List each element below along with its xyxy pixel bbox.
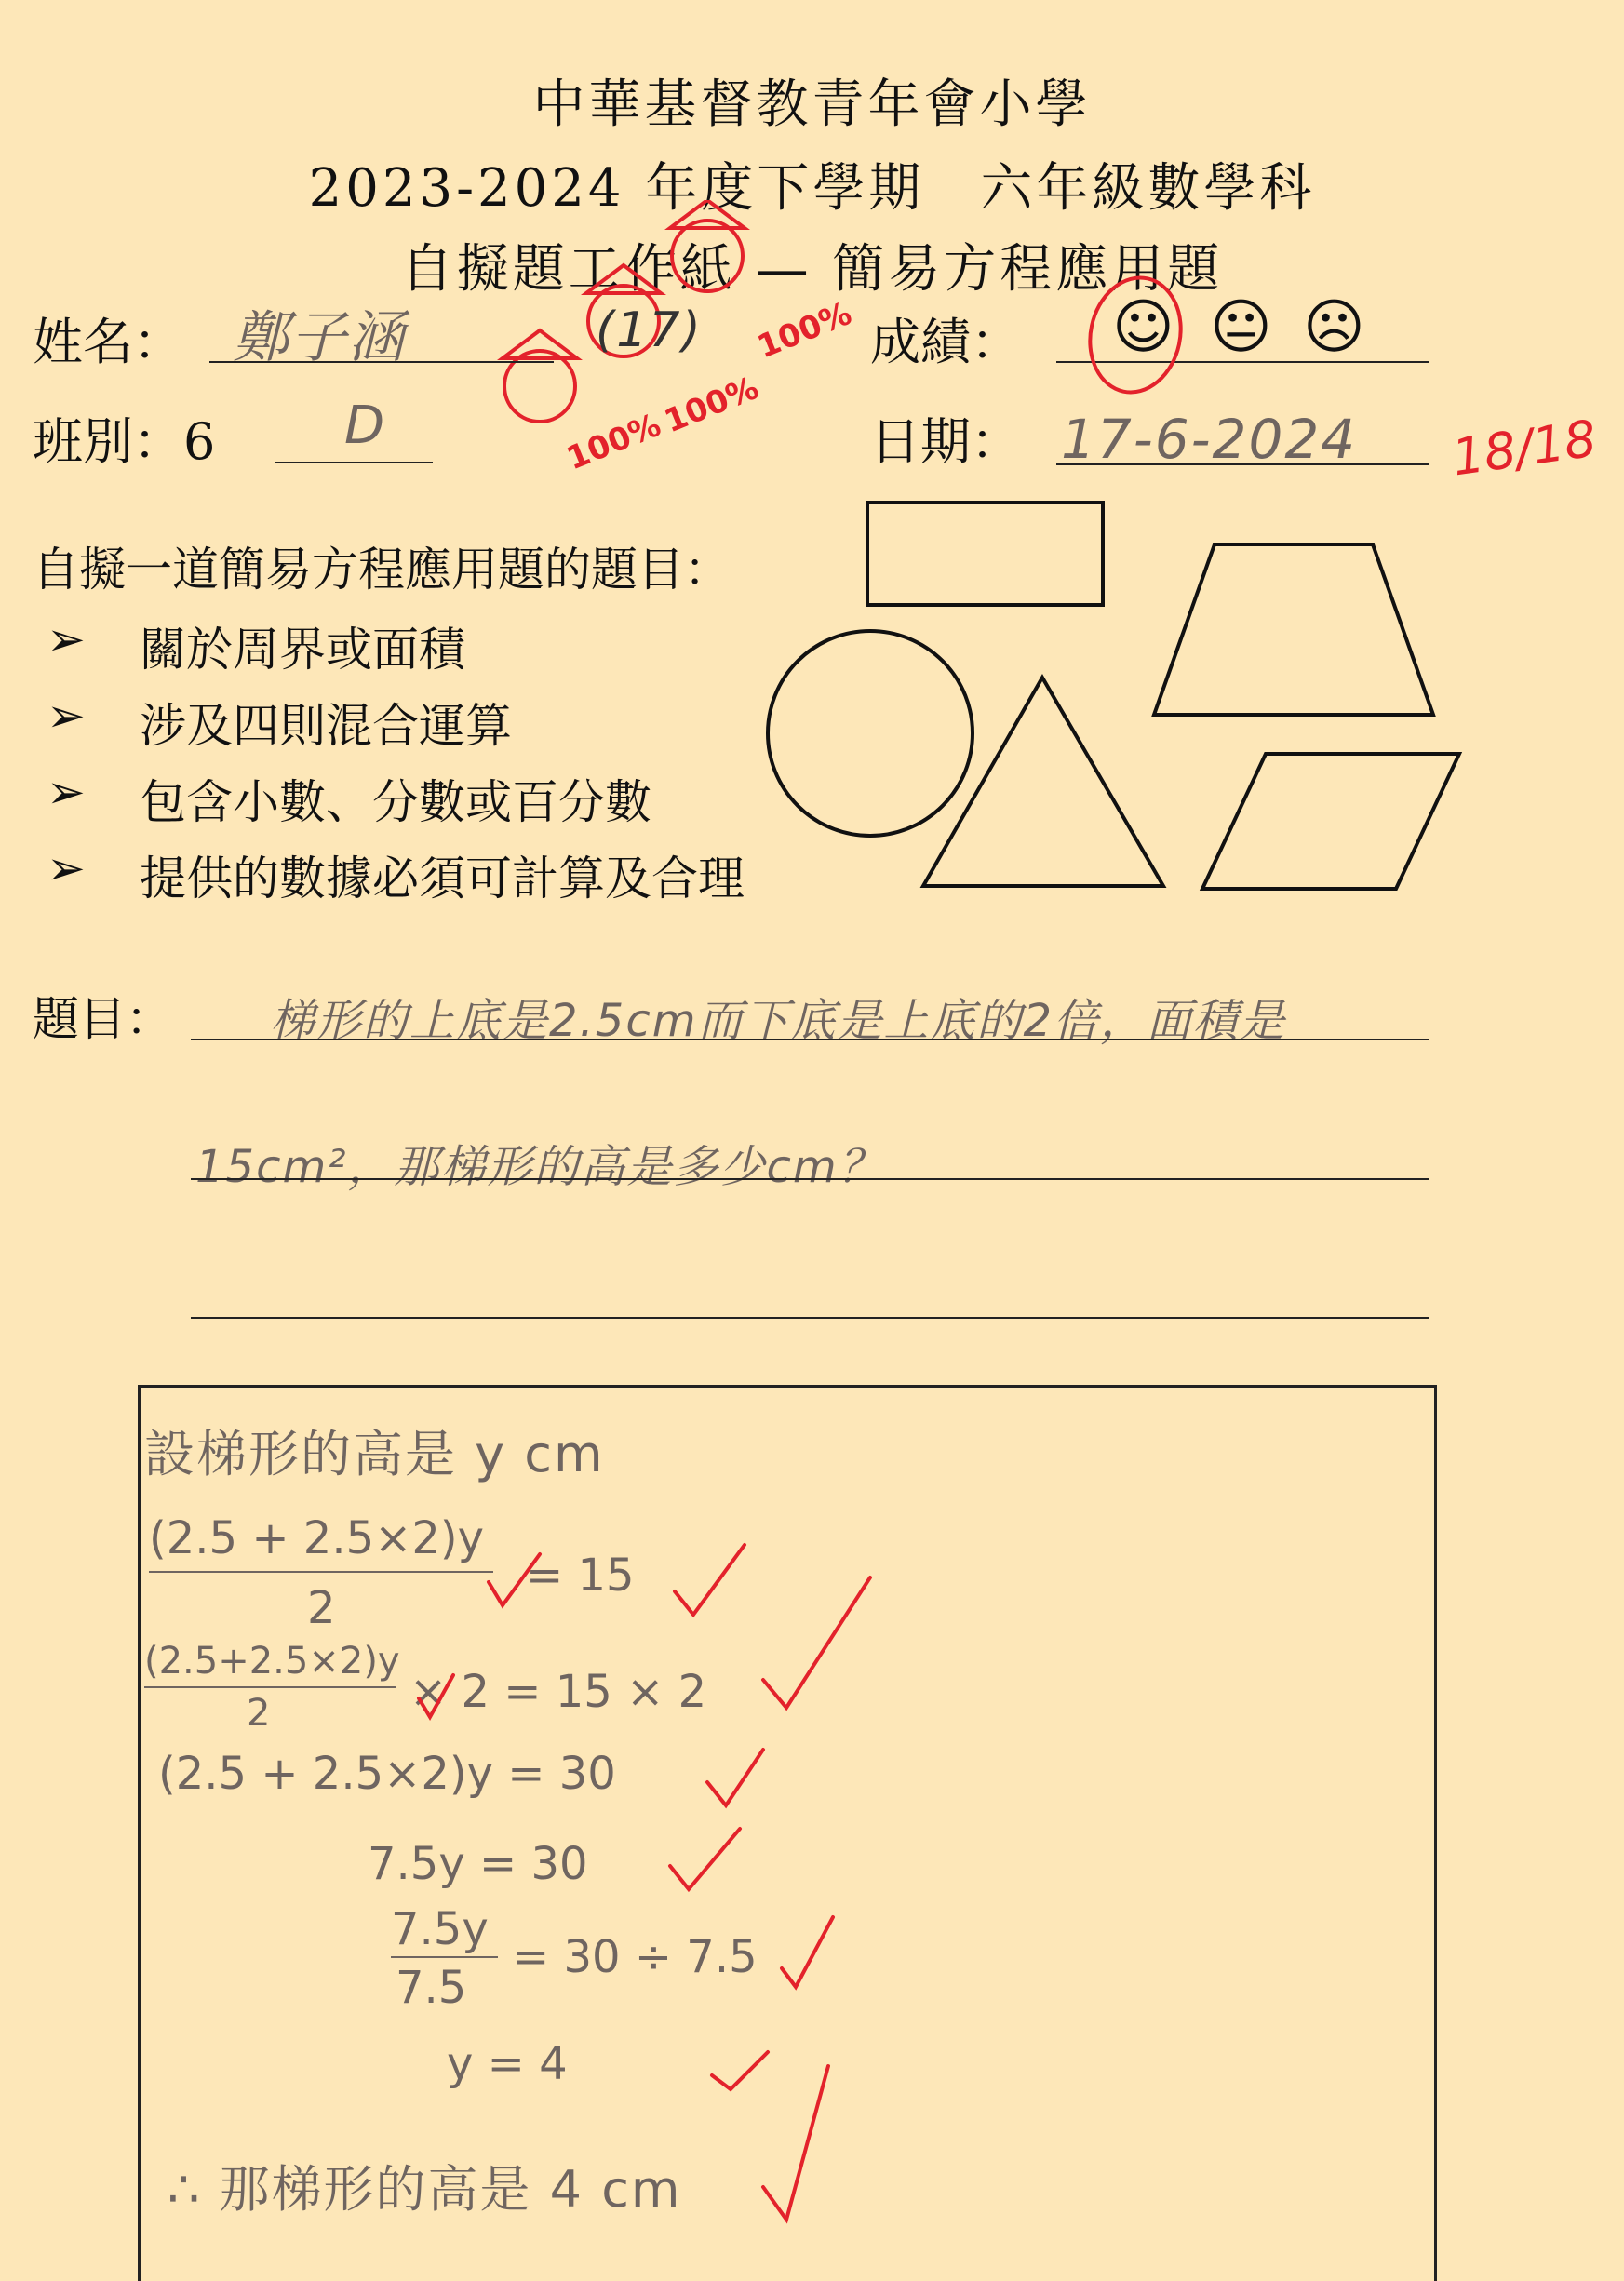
- circle-icon: [768, 631, 973, 836]
- question-label: 題目：: [33, 992, 172, 1046]
- step-2-denominator: 2: [247, 1692, 271, 1735]
- step-1-rhs: = 15: [526, 1550, 635, 1602]
- stamp-label: 100%: [561, 406, 666, 478]
- grade-label: 成績：: [870, 313, 1021, 371]
- score-mark: 18/18: [1448, 409, 1601, 488]
- class-number: (17): [596, 302, 703, 358]
- date-label: 日期：: [870, 412, 1021, 471]
- step-6-expression: y = 4: [447, 2038, 568, 2090]
- step-1-numerator: (2.5 + 2.5×2)y: [149, 1512, 485, 1564]
- check-icon: [782, 1917, 833, 1987]
- step-4-expression: 7.5y = 30: [368, 1838, 588, 1890]
- question-underline-2: [191, 1178, 1429, 1180]
- instruction-item: 提供的數據必須可計算及合理: [140, 852, 745, 906]
- red-checkmarks: [0, 1470, 1624, 2234]
- instruction-title: 自擬一道簡易方程應用題的題目：: [33, 543, 731, 597]
- frown-face-icon: ☹: [1303, 293, 1365, 362]
- name-value: 鄭子涵: [233, 305, 406, 370]
- worksheet-title: 自擬題工作紙 — 簡易方程應用題: [400, 239, 1224, 300]
- stamp-label: 100%: [752, 294, 857, 367]
- stamp-label: 100%: [659, 369, 764, 441]
- check-icon: [675, 1545, 745, 1615]
- step-2-rhs: × 2 = 15 × 2: [409, 1666, 707, 1718]
- check-icon: [763, 1577, 870, 1708]
- shapes-illustration: [0, 0, 1624, 931]
- smile-face-icon: ☺: [1112, 293, 1174, 362]
- step-3-expression: (2.5 + 2.5×2)y = 30: [158, 1748, 616, 1800]
- check-icon: [489, 1554, 540, 1605]
- question-underline-1: [191, 1039, 1429, 1040]
- name-label: 姓名：: [33, 313, 183, 371]
- class-label: 班別：6: [33, 412, 216, 471]
- bullet-arrow-icon: ➢: [47, 841, 86, 895]
- term-title: 2023-2024 年度下學期 六年級數學科: [308, 158, 1316, 219]
- question-underline-3: [191, 1317, 1429, 1319]
- check-icon: [712, 2052, 768, 2089]
- check-icon: [670, 1829, 740, 1889]
- school-name: 中華基督教青年會小學: [532, 74, 1092, 135]
- check-icon: [763, 2066, 828, 2220]
- bullet-arrow-icon: ➢: [47, 612, 86, 666]
- instruction-item: 包含小數、分數或百分數: [140, 775, 651, 829]
- trapezoid-icon: [1154, 544, 1433, 715]
- bullet-arrow-icon: ➢: [47, 689, 86, 743]
- instruction-item: 涉及四則混合運算: [140, 699, 512, 753]
- class-value: D: [344, 396, 387, 456]
- bullet-arrow-icon: ➢: [47, 765, 86, 819]
- parallelogram-icon: [1202, 754, 1459, 889]
- solution-let: 設梯形的高是 y cm: [144, 1425, 605, 1483]
- date-value: 17-6-2024: [1061, 408, 1358, 471]
- check-icon: [419, 1675, 453, 1717]
- question-line-1: 梯形的上底是2.5cm而下底是上底的2倍，面積是: [270, 995, 1287, 1047]
- step-2-numerator: (2.5+2.5×2)y: [144, 1640, 400, 1683]
- step-5-numerator: 7.5y: [391, 1903, 489, 1955]
- neutral-face-icon: 😐: [1210, 293, 1272, 362]
- solution-conclusion: ∴ 那梯形的高是 4 cm: [168, 2160, 682, 2219]
- instruction-item: 關於周界或面積: [140, 623, 465, 677]
- check-icon: [707, 1750, 763, 1805]
- step-1-denominator: 2: [307, 1582, 336, 1634]
- step-5-rhs: = 30 ÷ 7.5: [512, 1931, 758, 1983]
- question-line-2: 15cm²，那梯形的高是多少cm？: [195, 1141, 885, 1193]
- step-5-denominator: 7.5: [396, 1962, 467, 2014]
- rectangle-icon: [867, 503, 1103, 605]
